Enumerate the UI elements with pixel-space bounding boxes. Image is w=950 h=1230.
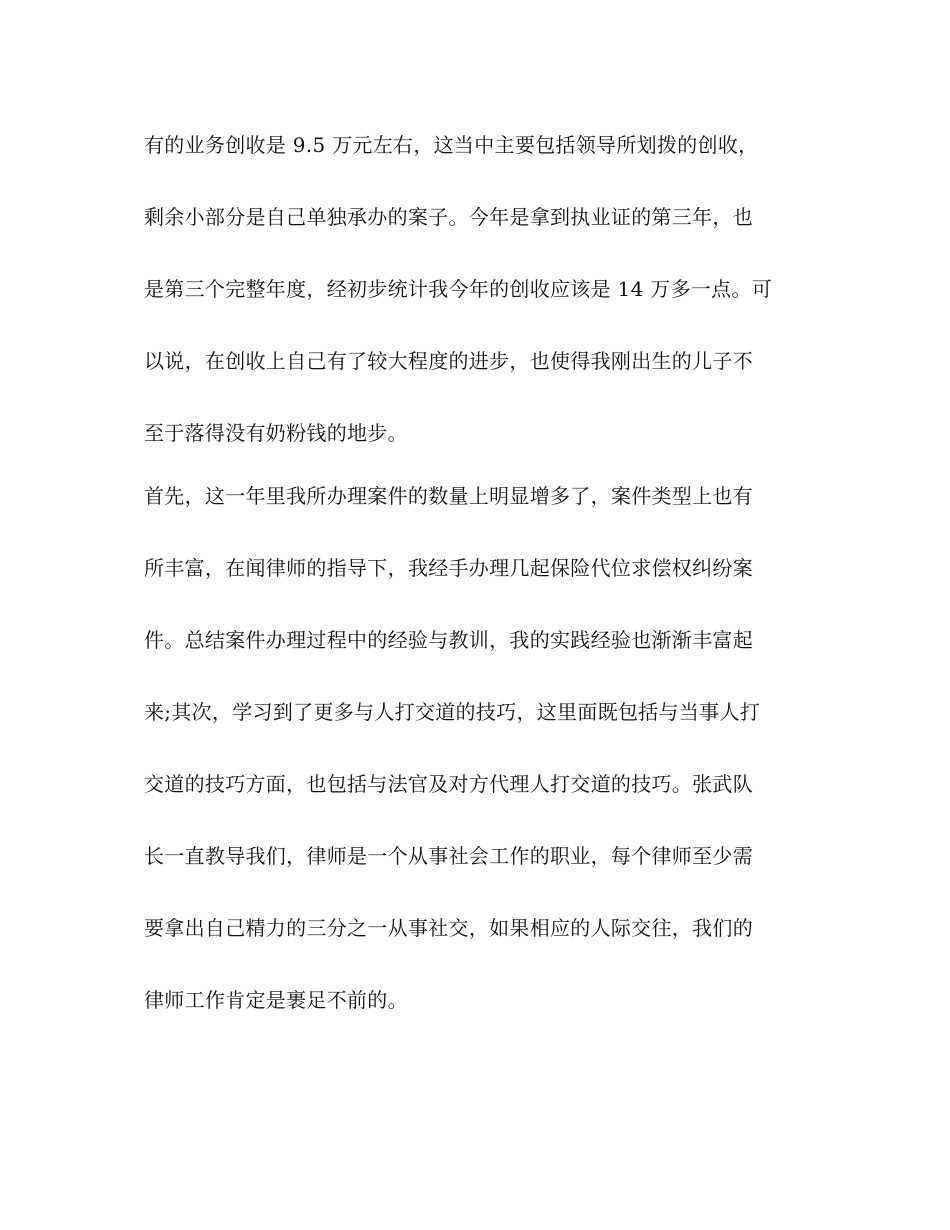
paragraph-2-line-8: 律师工作肯定是裹足不前的。 — [144, 988, 408, 1012]
paragraph-2-line-4: 来;其次，学习到了更多与人打交道的技巧，这里面既包括与当事人打 — [144, 700, 761, 724]
paragraph-1-line-4: 以说，在创收上自己有了较大程度的进步，也使得我刚出生的儿子不 — [144, 349, 753, 373]
paragraph-1-line-5: 至于落得没有奶粉钱的地步。 — [144, 421, 408, 445]
paragraph-2-line-2: 所丰富，在闻律师的指导下，我经手办理几起保险代位求偿权纠纷案 — [144, 556, 753, 580]
paragraph-1-line-1: 有的业务创收是 9.5 万元左右，这当中主要包括领导所划拨的创收， — [144, 133, 759, 157]
paragraph-2-line-6: 长一直教导我们，律师是一个从事社会工作的职业，每个律师至少需 — [144, 844, 753, 868]
paragraph-2-line-3: 件。总结案件办理过程中的经验与教训，我的实践经验也渐渐丰富起 — [144, 628, 753, 652]
paragraph-2-line-7: 要拿出自己精力的三分之一从事社交，如果相应的人际交往，我们的 — [144, 916, 753, 940]
paragraph-1-line-2: 剩余小部分是自己单独承办的案子。今年是拿到执业证的第三年，也 — [144, 205, 753, 229]
paragraph-1-line-3: 是第三个完整年度，经初步统计我今年的创收应该是 14 万多一点。可 — [144, 277, 773, 301]
paragraph-2-line-1: 首先，这一年里我所办理案件的数量上明显增多了，案件类型上也有 — [144, 484, 753, 508]
paragraph-2-line-5: 交道的技巧方面，也包括与法官及对方代理人打交道的技巧。张武队 — [144, 772, 753, 796]
